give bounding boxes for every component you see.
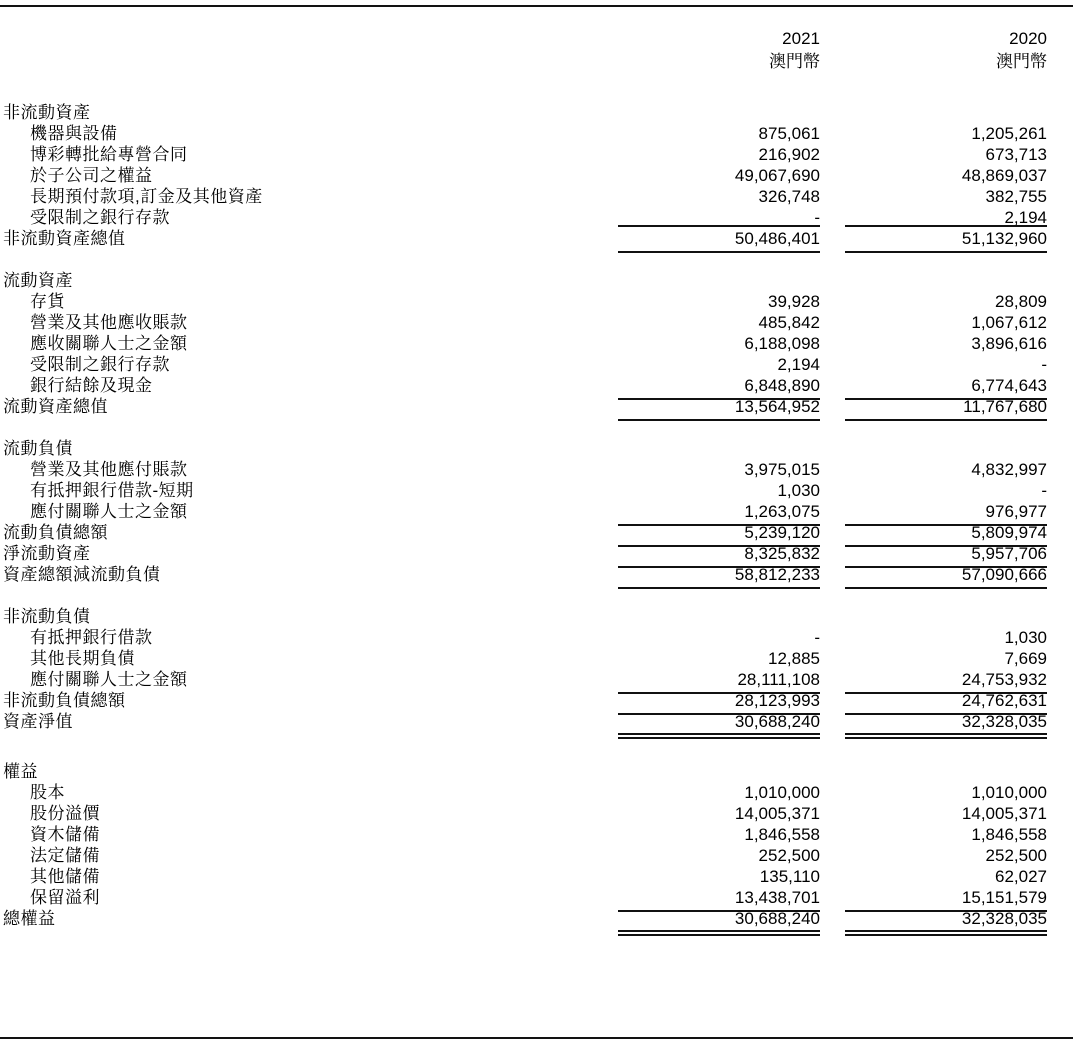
row-value-2021: 12,885 — [768, 649, 820, 668]
row-value-2021: 875,061 — [758, 124, 820, 143]
row-value-2020: 4,832,997 — [971, 460, 1047, 479]
row-value-2021: 1,030 — [777, 481, 820, 500]
header-blank — [0, 27, 618, 50]
row-value-2021: - — [814, 208, 820, 227]
row-label: 應收關聯人士之金額 — [30, 334, 188, 353]
page-bottom-rule — [0, 1037, 1073, 1039]
subtotal-value-2021: 58,812,233 — [618, 564, 845, 585]
section-total-row — [0, 522, 1073, 543]
row-value-2020: - — [1041, 481, 1047, 500]
row-label: 長期預付款項,訂金及其他資產 — [30, 187, 263, 206]
subtotal-label: 資產總額減流動負債 — [3, 565, 161, 584]
subtotal-row — [0, 564, 1073, 585]
table-row — [0, 333, 1073, 354]
row-value-2021: 39,928 — [768, 292, 820, 311]
total-value-2021: 13,564,952 — [618, 396, 845, 417]
section-heading-row — [0, 606, 1073, 627]
row-value-2021: 28,111,108 — [618, 669, 845, 690]
table-row — [0, 845, 1073, 866]
subtotal-value-2020: 5,957,706 — [845, 543, 1073, 564]
section-total-row — [0, 228, 1073, 249]
row-value-2020: 1,067,612 — [971, 313, 1047, 332]
row-label: 有抵押銀行借款-短期 — [30, 481, 194, 500]
row-value-2020: 6,774,643 — [845, 375, 1073, 396]
row-value-2020: 15,151,579 — [845, 887, 1073, 908]
row-value-2021: 6,188,098 — [744, 334, 820, 353]
table-row — [0, 312, 1073, 333]
row-label: 機器與設備 — [30, 124, 118, 143]
row-label: 受限制之銀行存款 — [30, 355, 170, 374]
column-header-2021-text: 2021 — [782, 29, 820, 48]
section-heading: 流動負債 — [3, 439, 73, 458]
table-row — [0, 459, 1073, 480]
row-label: 銀行結餘及現金 — [30, 376, 153, 395]
row-label: 其他長期負債 — [30, 649, 135, 668]
row-value-2020: 7,669 — [1004, 649, 1047, 668]
row-value-2021: 1,263,075 — [618, 501, 845, 522]
row-value-2020: 3,896,616 — [971, 334, 1047, 353]
row-label: 應付關聯人士之金額 — [30, 670, 188, 689]
table-row — [0, 803, 1073, 824]
currency-2020 — [845, 50, 1073, 73]
row-value-2020: 976,977 — [845, 501, 1073, 522]
total-label: 非流動資產總值 — [3, 229, 126, 248]
table-row — [0, 123, 1073, 144]
grand-total-value-2020: 32,328,035 — [845, 711, 1073, 732]
row-label: 其他儲備 — [30, 867, 100, 886]
total-value-2021: 50,486,401 — [618, 228, 845, 249]
section-total-row — [0, 690, 1073, 711]
total-value-2020: 51,132,960 — [845, 228, 1073, 249]
table-row — [0, 291, 1073, 312]
header-gap — [0, 73, 1073, 102]
row-value-2021: 13,438,701 — [618, 887, 845, 908]
row-label: 資木儲備 — [30, 825, 100, 844]
subtotal-label: 淨流動資產 — [3, 544, 91, 563]
section-heading-row — [0, 438, 1073, 459]
row-value-2021: 49,067,690 — [734, 166, 820, 185]
column-header-2021 — [618, 27, 845, 50]
row-label: 於子公司之權益 — [30, 166, 153, 185]
row-value-2020: 382,755 — [985, 187, 1047, 206]
row-value-2020: 2,194 — [1004, 208, 1047, 227]
grand-total-row — [0, 711, 1073, 732]
table-row — [0, 648, 1073, 669]
section-total-row — [0, 396, 1073, 417]
row-value-2021: 3,975,015 — [744, 460, 820, 479]
row-label: 股份溢價 — [30, 804, 100, 823]
column-header-2020-text: 2020 — [1009, 29, 1047, 48]
row-value-2020: 24,753,932 — [845, 669, 1073, 690]
row-value-2021: 216,902 — [758, 145, 820, 164]
section-heading: 非流動資產 — [3, 103, 91, 122]
row-label: 博彩轉批給專營合同 — [30, 145, 188, 164]
section-heading-row — [0, 270, 1073, 291]
row-label: 受限制之銀行存款 — [30, 208, 170, 227]
column-header-currency — [0, 50, 1073, 73]
total-label: 非流動負債總額 — [3, 691, 126, 710]
row-value-2020: 1,846,558 — [971, 825, 1047, 844]
table-row — [0, 480, 1073, 501]
section-heading: 權益 — [3, 762, 38, 781]
row-label: 營業及其他應收賬款 — [30, 313, 188, 332]
table-row — [0, 782, 1073, 803]
table-row — [0, 669, 1073, 690]
grand-total-value-2020: 32,328,035 — [845, 908, 1073, 929]
section-heading: 非流動負債 — [3, 607, 91, 626]
row-value-2021: 485,842 — [758, 313, 820, 332]
row-label: 保留溢利 — [30, 888, 100, 907]
table-row — [0, 627, 1073, 648]
table-row — [0, 866, 1073, 887]
section-heading-row — [0, 102, 1073, 123]
row-value-2020: 1,030 — [1004, 628, 1047, 647]
grand-total-label: 資產淨值 — [3, 712, 73, 731]
total-value-2020: 24,762,631 — [845, 690, 1073, 711]
row-value-2021: 252,500 — [758, 846, 820, 865]
row-value-2020: 252,500 — [985, 846, 1047, 865]
row-value-2020: 62,027 — [995, 867, 1047, 886]
section-heading-row — [0, 761, 1073, 782]
row-value-2020: 48,869,037 — [961, 166, 1047, 185]
column-header-years — [0, 27, 1073, 50]
currency-blank — [0, 50, 618, 73]
row-label: 股本 — [30, 783, 65, 802]
row-value-2021: - — [814, 628, 820, 647]
table-row — [0, 186, 1073, 207]
row-value-2020: 14,005,371 — [961, 804, 1047, 823]
row-value-2020: 1,205,261 — [971, 124, 1047, 143]
total-value-2021: 5,239,120 — [618, 522, 845, 543]
subtotal-value-2021: 8,325,832 — [618, 543, 845, 564]
table-row — [0, 144, 1073, 165]
table-row — [0, 375, 1073, 396]
table-row — [0, 501, 1073, 522]
row-value-2020: 673,713 — [985, 145, 1047, 164]
row-value-2021: 135,110 — [759, 867, 820, 886]
grand-total-label: 總權益 — [3, 909, 56, 928]
total-label: 流動資產總值 — [3, 397, 108, 416]
row-value-2021: 14,005,371 — [734, 804, 820, 823]
table-row — [0, 824, 1073, 845]
total-value-2021: 28,123,993 — [618, 690, 845, 711]
grand-total-value-2021: 30,688,240 — [618, 908, 845, 929]
currency-2021 — [618, 50, 845, 73]
column-header-2020 — [845, 27, 1073, 50]
table-row — [0, 165, 1073, 186]
row-label: 法定儲備 — [30, 846, 100, 865]
row-value-2020: 28,809 — [995, 292, 1047, 311]
row-value-2021: 1,010,000 — [744, 783, 820, 802]
row-value-2021: 326,748 — [758, 187, 820, 206]
row-value-2021: 2,194 — [777, 355, 820, 374]
total-value-2020: 5,809,974 — [845, 522, 1073, 543]
subtotal-row — [0, 543, 1073, 564]
table-row — [0, 887, 1073, 908]
row-value-2020: - — [1041, 355, 1047, 374]
grand-total-row — [0, 908, 1073, 929]
subtotal-value-2020: 57,090,666 — [845, 564, 1073, 585]
row-label: 營業及其他應付賬款 — [30, 460, 188, 479]
row-value-2020: 1,010,000 — [971, 783, 1047, 802]
currency-2020-text: 澳門幣 — [996, 52, 1047, 71]
total-label: 流動負債總額 — [3, 523, 108, 542]
top-spacer — [0, 0, 1073, 27]
section-heading: 流動資產 — [3, 271, 73, 290]
row-label: 應付關聯人士之金額 — [30, 502, 188, 521]
row-value-2021: 1,846,558 — [744, 825, 820, 844]
table-row — [0, 354, 1073, 375]
row-label: 存貨 — [30, 292, 65, 311]
currency-2021-text: 澳門幣 — [769, 52, 820, 71]
row-value-2021: 6,848,890 — [618, 375, 845, 396]
grand-total-value-2021: 30,688,240 — [618, 711, 845, 732]
row-label: 有抵押銀行借款 — [30, 628, 153, 647]
total-value-2020: 11,767,680 — [845, 396, 1073, 417]
